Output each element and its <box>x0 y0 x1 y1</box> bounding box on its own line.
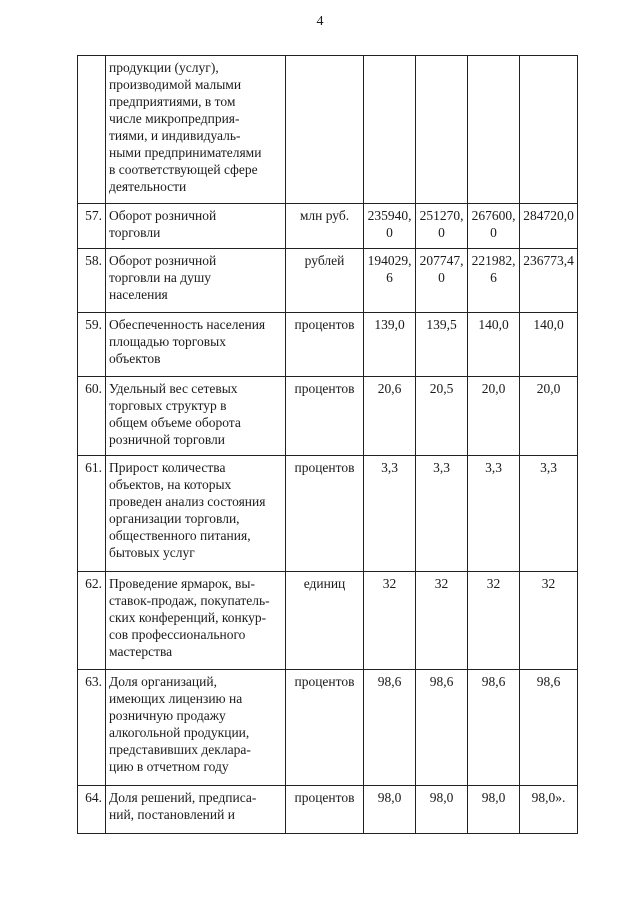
unit-cell: процентов <box>286 670 364 786</box>
indicator-name: Доля организаций, имеющих лицензию на розничную продажу алкогольной продукции, представивших деклара- цию в отчетном году <box>106 670 286 786</box>
table-row <box>78 377 578 456</box>
row-number: 62. <box>78 572 106 670</box>
table-row <box>78 572 578 670</box>
unit-cell: процентов <box>286 313 364 377</box>
page-number: 4 <box>316 14 324 29</box>
value-4: 20,0 <box>520 377 578 456</box>
unit-cell: рублей <box>286 249 364 313</box>
unit-cell <box>286 56 364 204</box>
unit-cell: процентов <box>286 786 364 834</box>
value-4 <box>520 56 578 204</box>
value-2: 98,0 <box>416 786 468 834</box>
value-2: 251270,0 <box>416 204 468 249</box>
indicator-name: Обеспеченность населения площадью торговых объектов <box>106 313 286 377</box>
table-row <box>78 249 578 313</box>
value-4: 140,0 <box>520 313 578 377</box>
row-number: 61. <box>78 456 106 572</box>
value-2: 98,6 <box>416 670 468 786</box>
value-4: 3,3 <box>520 456 578 572</box>
row-number: 60. <box>78 377 106 456</box>
indicators-table <box>77 55 578 834</box>
table-row <box>78 456 578 572</box>
value-4: 32 <box>520 572 578 670</box>
value-3: 98,6 <box>468 670 520 786</box>
value-2: 20,5 <box>416 377 468 456</box>
value-3: 140,0 <box>468 313 520 377</box>
row-number: 58. <box>78 249 106 313</box>
value-1: 20,6 <box>364 377 416 456</box>
row-number: 64. <box>78 786 106 834</box>
value-2: 3,3 <box>416 456 468 572</box>
value-1: 139,0 <box>364 313 416 377</box>
unit-cell: млн руб. <box>286 204 364 249</box>
value-3: 3,3 <box>468 456 520 572</box>
row-number: 63. <box>78 670 106 786</box>
value-2: 139,5 <box>416 313 468 377</box>
value-2 <box>416 56 468 204</box>
value-1: 235940,0 <box>364 204 416 249</box>
unit-cell: единиц <box>286 572 364 670</box>
value-3: 267600,0 <box>468 204 520 249</box>
indicator-name: Оборот розничной торговли на душу населения <box>106 249 286 313</box>
indicator-name: Проведение ярмарок, вы- ставок-продаж, покупатель- ских конференций, конкур- сов профессионального мастерства <box>106 572 286 670</box>
value-2: 207747,0 <box>416 249 468 313</box>
value-2: 32 <box>416 572 468 670</box>
value-3 <box>468 56 520 204</box>
value-3: 20,0 <box>468 377 520 456</box>
indicator-name: Удельный вес сетевых торговых структур в общем объеме оборота розничной торговли <box>106 377 286 456</box>
indicator-name: Оборот розничной торговли <box>106 204 286 249</box>
value-1: 3,3 <box>364 456 416 572</box>
value-4: 98,6 <box>520 670 578 786</box>
value-1: 194029,6 <box>364 249 416 313</box>
indicator-name: продукции (услуг), производимой малыми предприятиями, в том числе микропредприя- тиями, и индивидуаль- ными предпринимателями в соответствующей сфере деятельности <box>106 56 286 204</box>
value-4: 98,0». <box>520 786 578 834</box>
table-row <box>78 204 578 249</box>
value-3: 221982,6 <box>468 249 520 313</box>
value-3: 98,0 <box>468 786 520 834</box>
row-number: 57. <box>78 204 106 249</box>
unit-cell: процентов <box>286 377 364 456</box>
row-number <box>78 56 106 204</box>
table-row <box>78 313 578 377</box>
value-1: 98,6 <box>364 670 416 786</box>
row-number: 59. <box>78 313 106 377</box>
value-1: 98,0 <box>364 786 416 834</box>
value-4: 284720,0 <box>520 204 578 249</box>
unit-cell: процентов <box>286 456 364 572</box>
table-row <box>78 786 578 834</box>
table-row <box>78 56 578 204</box>
table-row <box>78 670 578 786</box>
value-4: 236773,4 <box>520 249 578 313</box>
value-3: 32 <box>468 572 520 670</box>
indicator-name: Доля решений, предписа- ний, постановлений и <box>106 786 286 834</box>
value-1: 32 <box>364 572 416 670</box>
value-1 <box>364 56 416 204</box>
indicator-name: Прирост количества объектов, на которых проведен анализ состояния организации торговли, общественного питания, бытовых услуг <box>106 456 286 572</box>
